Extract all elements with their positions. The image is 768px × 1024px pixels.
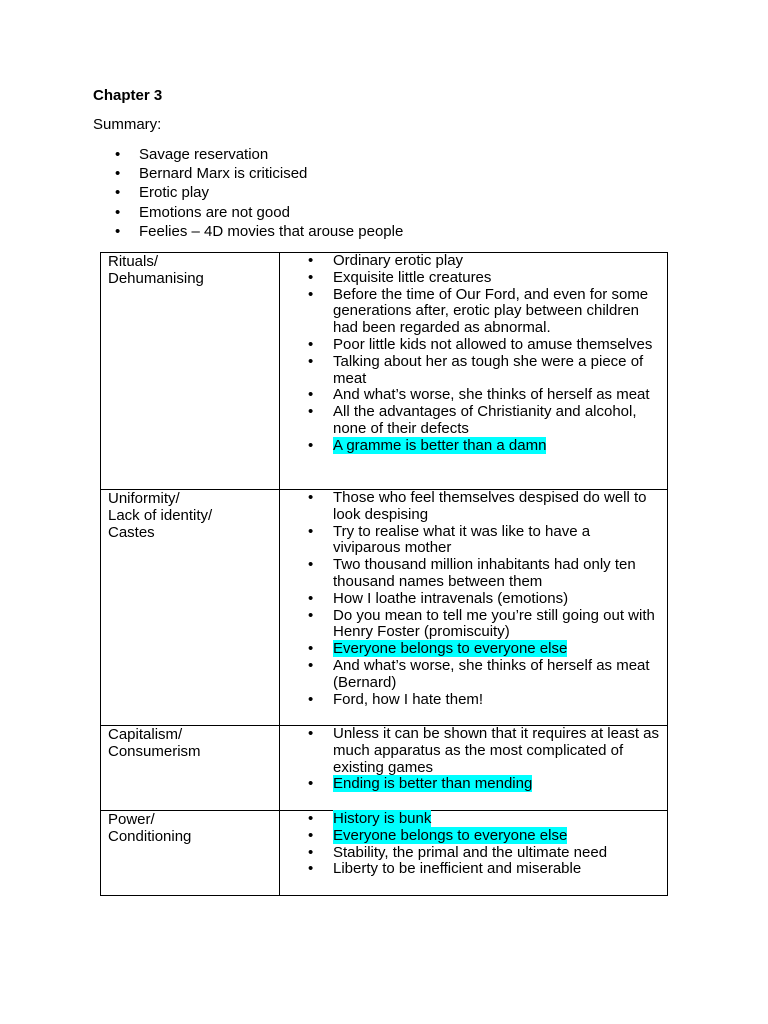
quote-item <box>280 658 667 692</box>
theme-cell <box>101 811 280 896</box>
quote-text: Ordinary erotic play <box>333 252 464 269</box>
bullet-icon: • <box>308 843 314 861</box>
quote-item <box>280 845 667 862</box>
theme-label <box>101 253 279 288</box>
bullet-icon: • <box>115 146 121 163</box>
quote-item <box>280 828 667 845</box>
highlighted-quote-text: Everyone belongs to everyone else <box>333 826 568 844</box>
quotes-cell <box>280 811 668 896</box>
theme-cell <box>101 726 280 811</box>
quotes-list <box>280 811 667 878</box>
bullet-icon: • <box>308 860 314 878</box>
quote-text: Do you mean to tell me you’re still going out with Henry Foster (promiscuity) <box>333 606 655 641</box>
theme-line: Rituals/ <box>108 253 159 270</box>
bullet-icon: • <box>308 589 314 607</box>
quote-item <box>280 253 667 270</box>
quote-item <box>280 641 667 658</box>
quote-item <box>280 337 667 354</box>
quotes-list <box>280 253 667 455</box>
quote-text: Exquisite little creatures <box>333 268 492 286</box>
quote-item <box>280 524 667 558</box>
summary-item: • Savage reservation <box>115 146 269 163</box>
bullet-icon: • <box>308 352 314 370</box>
quotes-cell <box>280 490 668 726</box>
bullet-icon: • <box>308 606 314 624</box>
quote-text: Stability, the primal and the ultimate need <box>333 843 608 861</box>
quote-item <box>280 404 667 438</box>
quote-item <box>280 387 667 404</box>
bullet-icon: • <box>308 489 314 506</box>
bullet-icon: • <box>308 725 314 742</box>
quote-item <box>280 608 667 642</box>
bullet-icon: • <box>308 252 314 269</box>
theme-label <box>101 490 279 541</box>
theme-line: Dehumanising <box>108 269 204 287</box>
quote-text: All the advantages of Christianity and alcohol, none of their defects <box>333 403 637 437</box>
bullet-icon: • <box>308 556 314 574</box>
themes-table <box>100 252 668 896</box>
quote-text: How I loathe intravenals (emotions) <box>333 589 569 607</box>
summary-item: • Emotions are not good <box>115 203 290 221</box>
theme-label <box>101 811 279 846</box>
bullet-icon: • <box>115 165 121 183</box>
quote-item <box>280 287 667 337</box>
bullet-icon: • <box>308 403 314 421</box>
quote-text: Unless it can be shown that it requires at least as much apparatus as the most complicated of existing games <box>333 725 660 776</box>
theme-line: Conditioning <box>108 827 192 845</box>
quote-text: And what’s worse, she thinks of herself as meat (Bernard) <box>333 656 650 691</box>
theme-line: Consumerism <box>108 742 201 760</box>
summary-label: Summary: <box>93 116 162 133</box>
quote-item <box>280 726 667 776</box>
bullet-icon: • <box>308 436 314 454</box>
bullet-icon: • <box>308 268 314 286</box>
bullet-icon: • <box>308 690 314 708</box>
quote-text: Liberty to be inefficient and miserable <box>333 860 582 878</box>
theme-line: Castes <box>108 523 155 541</box>
summary-item: • Erotic play <box>115 184 210 202</box>
quote-item <box>280 557 667 591</box>
quote-item <box>280 490 667 524</box>
quotes-list <box>280 726 667 793</box>
quote-text: Ford, how I hate them! <box>333 690 484 708</box>
quote-item <box>280 438 667 455</box>
bullet-icon: • <box>115 184 121 202</box>
quotes-cell <box>280 726 668 811</box>
quote-text: Before the time of Our Ford, and even for some generations after, erotic play between children had been regarded as abnormal. <box>333 285 649 337</box>
table-row <box>101 490 668 726</box>
theme-line: Power/ <box>108 811 155 828</box>
summary-list <box>93 145 403 241</box>
quote-item <box>280 354 667 388</box>
bullet-icon: • <box>308 335 314 353</box>
highlighted-quote-text: A gramme is better than a damn <box>333 436 547 454</box>
bullet-icon: • <box>308 826 314 844</box>
bullet-icon: • <box>308 285 314 303</box>
bullet-icon: • <box>115 203 121 221</box>
theme-line: Capitalism/ <box>108 726 183 743</box>
table-row <box>101 726 668 811</box>
quotes-cell <box>280 253 668 490</box>
quote-text: Poor little kids not allowed to amuse themselves <box>333 335 653 353</box>
summary-item: • Feelies – 4D movies that arouse people <box>115 222 404 240</box>
quote-item <box>280 591 667 608</box>
bullet-icon: • <box>308 775 314 793</box>
quote-text: Try to realise what it was like to have a viviparous mother <box>333 522 591 557</box>
bullet-icon: • <box>308 640 314 658</box>
bullet-icon: • <box>308 656 314 674</box>
chapter-title: Chapter 3 <box>93 87 163 104</box>
quotes-list <box>280 490 667 708</box>
bullet-icon: • <box>308 386 314 404</box>
theme-line: Uniformity/ <box>108 490 180 507</box>
theme-cell <box>101 490 280 726</box>
quote-item <box>280 692 667 709</box>
table-row <box>101 253 668 490</box>
quote-item <box>280 861 667 878</box>
theme-label <box>101 726 279 761</box>
quote-item <box>280 776 667 793</box>
bullet-icon: • <box>308 522 314 540</box>
quote-text: Talking about her as tough she were a piece of meat <box>333 352 644 387</box>
theme-line: Lack of identity/ <box>108 506 213 524</box>
quote-item <box>280 811 667 828</box>
quote-text: Those who feel themselves despised do well to look despising <box>333 489 647 523</box>
quote-text: Two thousand million inhabitants had only ten thousand names between them <box>333 556 636 590</box>
bullet-icon: • <box>308 810 314 827</box>
theme-cell <box>101 253 280 490</box>
highlighted-quote-text: Everyone belongs to everyone else <box>333 640 568 658</box>
bullet-icon: • <box>115 222 121 240</box>
table-row <box>101 811 668 896</box>
quote-text: And what’s worse, she thinks of herself as meat <box>333 386 650 404</box>
quote-item <box>280 270 667 287</box>
summary-item: • Bernard Marx is criticised <box>115 165 308 183</box>
highlighted-quote-text: Ending is better than mending <box>333 775 533 793</box>
highlighted-quote-text: History is bunk <box>333 810 432 827</box>
